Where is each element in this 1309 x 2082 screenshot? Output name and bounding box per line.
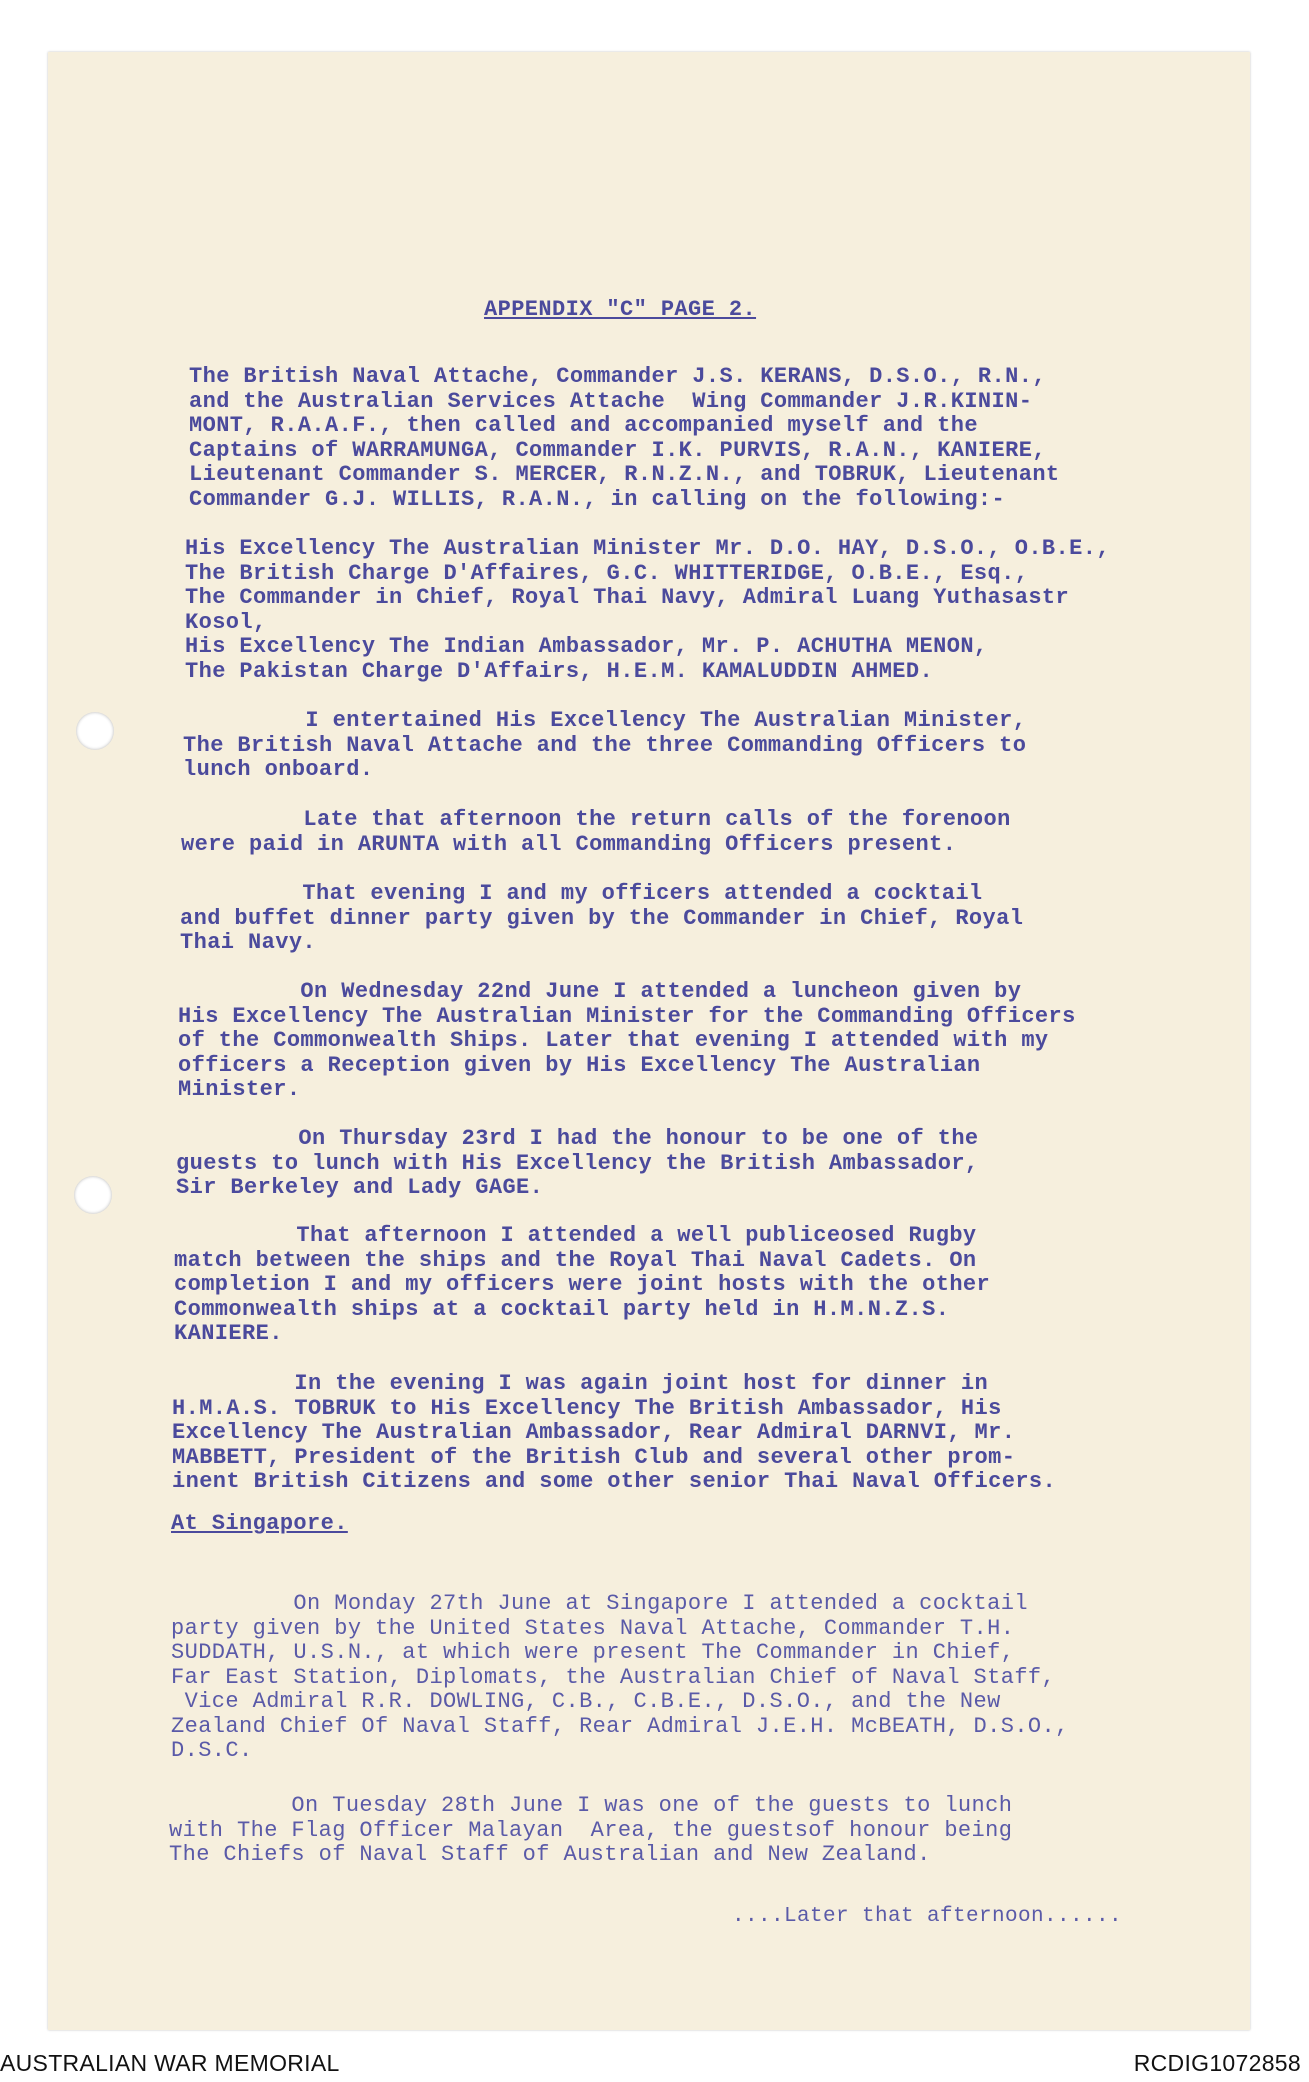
punch-hole <box>74 1176 112 1214</box>
footer-archive-name: AUSTRALIAN WAR MEMORIAL <box>0 2050 340 2076</box>
paragraph-callers: The British Naval Attache, Commander J.S. KERANS, D.S.O., R.N., and the Australian Services Attache Wing Commander J.R.KININ- MONT, R.A.A.F., then called and accompanied myself and the Captains of WARRAMUNGA, Commander I.K. PURVIS, R.A.N., KANIERE, Lieutenant Commander S. MERCER, R.N.Z.N., and TOBRUK, Lieutenant Commander G.J. WILLIS, R.A.N., in calling on the following:- <box>189 364 1060 512</box>
paragraph-lunch: I entertained His Excellency The Australian Minister, The British Naval Attache and the three Commanding Officers to lunch onboard. <box>183 708 1027 782</box>
paragraph-tuesday: On Tuesday 28th June I was one of the guests to lunch with The Flag Officer Malayan Area, the guestsof honour being The Chiefs of Naval Staff of Australian and New Zealand. <box>169 1793 1013 1867</box>
paragraph-thursday: On Thursday 23rd I had the honour to be one of the guests to lunch with His Excellency the British Ambassador, Sir Berkeley and Lady GAGE. <box>176 1126 979 1200</box>
paragraph-monday: On Monday 27th June at Singapore I attended a cocktail party given by the United States Naval Attache, Commander T.H. SUDDATH, U.S.N., at which were present The Commander in Chief, Far East Station, Diplomats, the Australian Chief of Naval Staff, Vice Admiral R.R. DOWLING, C.B., C.B.E., D.S.O., and the New Zealand Chief Of Naval Staff, Rear Admiral J.E.H. McBEATH, D.S.O., D.S.C. <box>171 1591 1069 1763</box>
section-heading: At Singapore. <box>171 1511 348 1536</box>
punch-hole <box>76 712 114 750</box>
footer-record-id: RCDIG1072858 <box>1133 2050 1301 2076</box>
continuation-note: ....Later that afternoon...... <box>732 1905 1123 1928</box>
paragraph-rugby: That afternoon I attended a well publiceosed Rugby match between the ships and the Royal Thai Naval Cadets. On completion I and my officers were joint hosts with the other Commonwealth ships at a cocktail party held in H.M.N.Z.S. KANIERE. <box>174 1223 991 1346</box>
page-title: APPENDIX "C" PAGE 2. <box>484 297 757 322</box>
paragraph-calls-list: His Excellency The Australian Minister Mr. D.O. HAY, D.S.O., O.B.E., The British Charge D'Affaires, G.C. WHITTERIDGE, O.B.E., Esq., The Commander in Chief, Royal Thai Navy, Admiral Luang Yuthasastr Kosol, His Excellency The Indian Ambassador, Mr. P. ACHUTHA MENON, The Pakistan Charge D'Affairs, H.E.M. KAMALUDDIN AHMED. <box>185 536 1110 684</box>
paragraph-return-calls: Late that afternoon the return calls of the forenoon were paid in ARUNTA with all Commanding Officers present. <box>181 807 1011 857</box>
paragraph-wednesday: On Wednesday 22nd June I attended a luncheon given by His Excellency The Australian Minister for the Commanding Officers of the Commonwealth Ships. Later that evening I attended with my officers a Reception given by His Excellency The Australian Minister. <box>178 979 1076 1102</box>
paragraph-dinner: In the evening I was again joint host for dinner in H.M.A.S. TOBRUK to His Excellency The British Ambassador, His Excellency The Australian Ambassador, Rear Admiral DARNVI, Mr. MABBETT, President of the British Club and several other prom- inent British Citizens and some other senior Thai Naval Officers. <box>172 1371 1057 1494</box>
paragraph-cocktail: That evening I and my officers attended a cocktail and buffet dinner party given by the Commander in Chief, Royal Thai Navy. <box>180 881 1024 955</box>
